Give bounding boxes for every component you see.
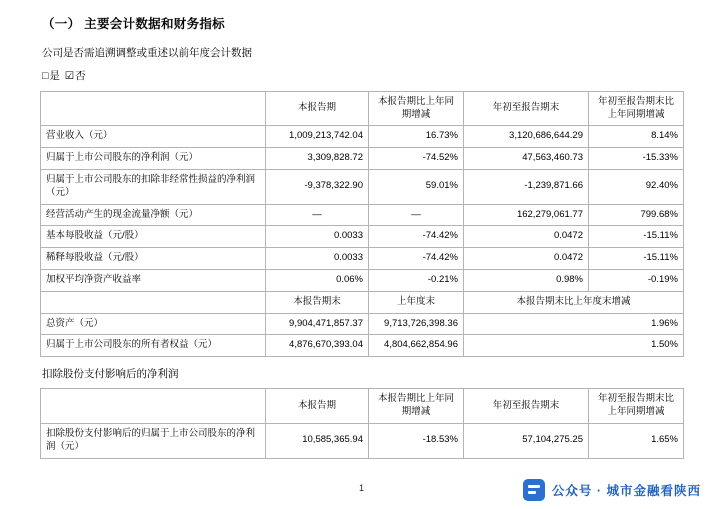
cell-value: -18.53% <box>369 423 464 458</box>
cell-value: 1.65% <box>589 423 684 458</box>
cell-value: 57,104,275.25 <box>464 423 589 458</box>
checkbox-line[interactable]: □是 ☑否 <box>42 69 87 82</box>
cell-value: -74.42% <box>369 248 464 270</box>
column-header: 本报告期比上年同期增减 <box>369 91 464 126</box>
cell-value: -15.33% <box>589 148 684 170</box>
column-header <box>41 291 266 313</box>
table-row <box>41 270 684 292</box>
row-label: 归属于上市公司股东的所有者权益（元） <box>41 335 266 357</box>
column-header: 本报告期末 <box>266 291 369 313</box>
cell-value: 4,804,662,854.96 <box>369 335 464 357</box>
page-number: 1 <box>358 483 364 493</box>
table-row <box>41 126 684 148</box>
main-financial-table <box>40 91 684 358</box>
cell-value: — <box>266 204 369 226</box>
column-header: 本报告期 <box>266 91 369 126</box>
column-header: 本报告期 <box>266 389 369 424</box>
column-header <box>41 91 266 126</box>
table-row <box>41 335 684 357</box>
cell-value: 1.96% <box>464 313 684 335</box>
row-label: 营业收入（元） <box>41 126 266 148</box>
cell-value: 0.06% <box>266 270 369 292</box>
table-header-row <box>41 91 684 126</box>
column-header: 年初至报告期末 <box>464 389 589 424</box>
row-label: 归属于上市公司股东的扣除非经常性损益的净利润（元） <box>41 169 266 204</box>
table-row <box>41 148 684 170</box>
column-header <box>41 389 266 424</box>
table-row <box>41 226 684 248</box>
page-title: （一） 主要会计数据和财务指标 <box>42 17 225 31</box>
column-header: 年初至报告期末 <box>464 91 589 126</box>
row-label: 总资产（元） <box>41 313 266 335</box>
cell-value: — <box>369 204 464 226</box>
table-row <box>41 169 684 204</box>
cell-value: 0.0033 <box>266 226 369 248</box>
cell-value: 162,279,061.77 <box>464 204 589 226</box>
row-label: 经营活动产生的现金流量净额（元） <box>41 204 266 226</box>
column-header: 本报告期末比上年度末增减 <box>464 291 684 313</box>
column-header: 上年度末 <box>369 291 464 313</box>
column-header: 年初至报告期末比上年同期增减 <box>589 91 684 126</box>
cell-value: 92.40% <box>589 169 684 204</box>
cell-value: -0.21% <box>369 270 464 292</box>
cell-value: 4,876,670,393.04 <box>266 335 369 357</box>
cell-value: 3,309,828.72 <box>266 148 369 170</box>
table-row <box>41 313 684 335</box>
table-header-row <box>41 389 684 424</box>
cell-value: -15.11% <box>589 226 684 248</box>
row-label: 基本每股收益（元/股） <box>41 226 266 248</box>
cell-value: 0.0472 <box>464 248 589 270</box>
cell-value: 9,904,471,857.37 <box>266 313 369 335</box>
table-row <box>41 204 684 226</box>
cell-value: 0.0472 <box>464 226 589 248</box>
cell-value: -1,239,871.66 <box>464 169 589 204</box>
cell-value: 47,563,460.73 <box>464 148 589 170</box>
cell-value: 0.0033 <box>266 248 369 270</box>
share-payment-table <box>40 388 684 458</box>
table-row <box>41 248 684 270</box>
cell-value: -9,378,322.90 <box>266 169 369 204</box>
table-row <box>41 423 684 458</box>
cell-value: 9,713,726,398.36 <box>369 313 464 335</box>
cell-value: 799.68% <box>589 204 684 226</box>
cell-value: -74.52% <box>369 148 464 170</box>
cell-value: 59.01% <box>369 169 464 204</box>
row-label: 稀释每股收益（元/股） <box>41 248 266 270</box>
cell-value: 1,009,213,742.04 <box>266 126 369 148</box>
row-label: 加权平均净资产收益率 <box>41 270 266 292</box>
cell-value: 1.50% <box>464 335 684 357</box>
column-header: 年初至报告期末比上年同期增减 <box>589 389 684 424</box>
watermark <box>523 479 701 501</box>
row-label: 扣除股份支付影响后的归属于上市公司股东的净利润（元） <box>41 423 266 458</box>
cell-value: 16.73% <box>369 126 464 148</box>
cell-value: 8.14% <box>589 126 684 148</box>
cell-value: 10,585,365.94 <box>266 423 369 458</box>
intro-paragraph: 公司是否需追溯调整或重述以前年度会计数据 <box>42 47 252 59</box>
watermark-text: 公众号 · 城市金融看陕西 <box>551 484 701 498</box>
cell-value: -15.11% <box>589 248 684 270</box>
share-payment-note: 扣除股份支付影响后的净利润 <box>42 368 179 381</box>
wechat-badge-icon <box>523 479 545 501</box>
cell-value: -0.19% <box>589 270 684 292</box>
table-header-row <box>41 291 684 313</box>
cell-value: 3,120,686,644.29 <box>464 126 589 148</box>
cell-value: -74.42% <box>369 226 464 248</box>
column-header: 本报告期比上年同期增减 <box>369 389 464 424</box>
row-label: 归属于上市公司股东的净利润（元） <box>41 148 266 170</box>
cell-value: 0.98% <box>464 270 589 292</box>
